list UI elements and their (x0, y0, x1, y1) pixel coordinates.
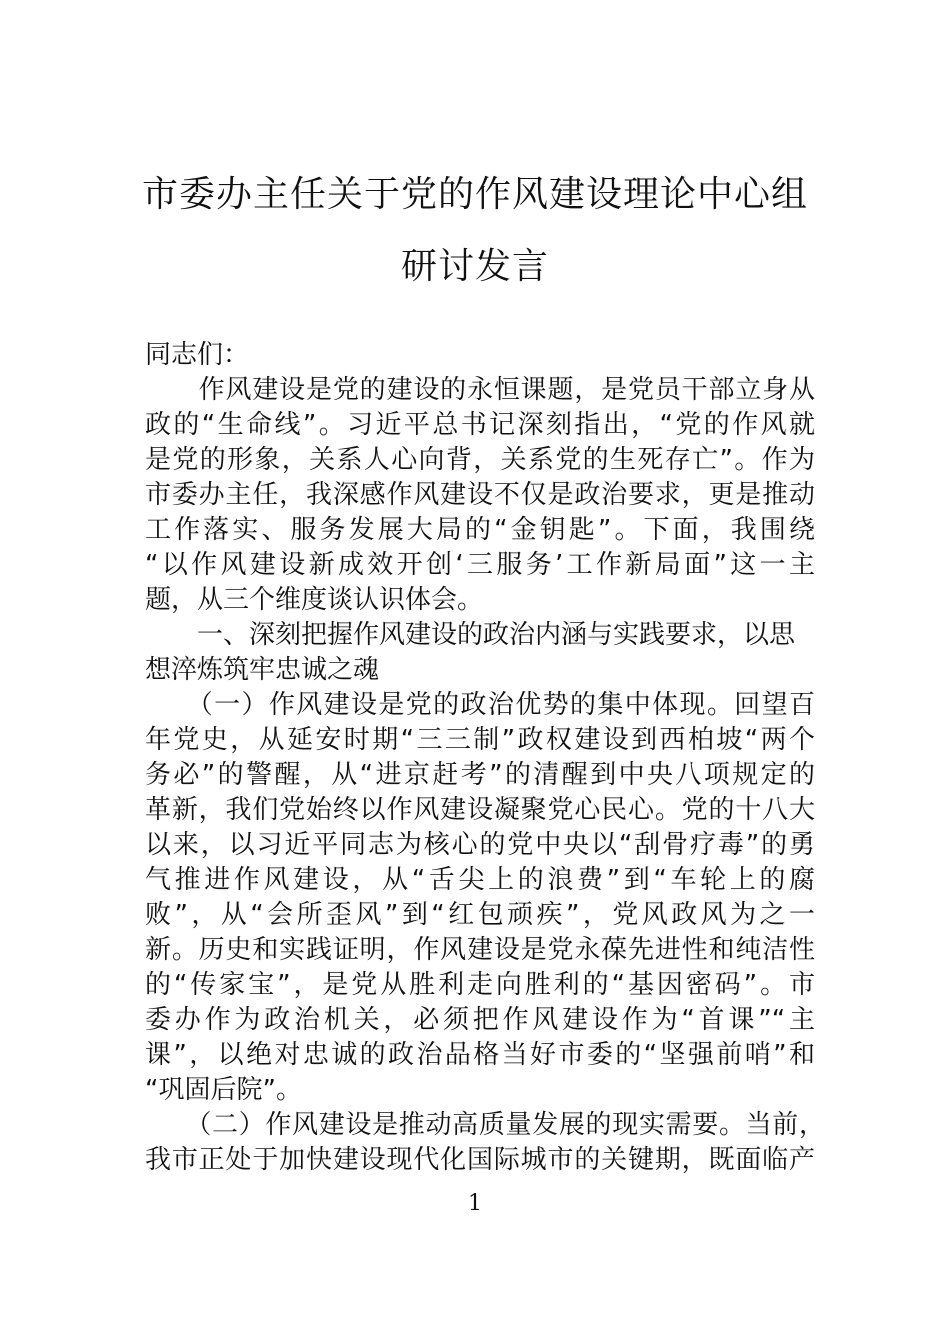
body-line: 市委办主任，我深感作风建设不仅是政治要求，更是推动 (145, 480, 815, 510)
document-title-line-2: 研讨发言 (400, 246, 549, 287)
body-line: 委办作为政治机关，必须把作风建设作为“首课”“主 (145, 1005, 815, 1035)
body-line: 年党史，从延安时期“三三制”政权建设到西柏坡“两个 (145, 725, 815, 755)
body-line: 以来，以习近平同志为核心的党中央以“刮骨疗毒”的勇 (145, 830, 815, 860)
body-line: “以作风建设新成效开创‘三服务’工作新局面”这一主 (145, 550, 815, 580)
page-number: 1 (468, 1191, 482, 1216)
body-line: 同志们： (145, 340, 250, 370)
body-line: （一）作风建设是党的政治优势的集中体现。回望百 (145, 690, 815, 720)
body-line: 作风建设是党的建设的永恒课题，是党员干部立身从 (145, 375, 815, 405)
body-line: 题，从三个维度谈认识体会。 (145, 585, 484, 615)
body-line: 新。历史和实践证明，作风建设是党永葆先进性和纯洁性 (145, 935, 815, 965)
body-line: 革新，我们党始终以作风建设凝聚党心民心。党的十八大 (145, 795, 815, 825)
body-line: 是党的形象，关系人心向背，关系党的生死存亡”。作为 (145, 445, 815, 475)
body-line: 我市正处于加快建设现代化国际城市的关键期，既面临产 (145, 1145, 815, 1175)
body-line: 课”，以绝对忠诚的政治品格当好市委的“坚强前哨”和 (145, 1040, 815, 1070)
body-line: 工作落实、服务发展大局的“金钥匙”。下面，我围绕 (145, 515, 815, 545)
document-title-line-1: 市委办主任关于党的作风建设理论中心组 (141, 174, 808, 215)
body-line: 的“传家宝”，是党从胜利走向胜利的“基因密码”。市 (145, 970, 815, 1000)
section-heading-line: 一、深刻把握作风建设的政治内涵与实践要求，以思 (145, 620, 796, 650)
document-body (145, 338, 825, 1178)
body-line: “巩固后院”。 (145, 1075, 302, 1105)
body-line: 务必”的警醒，从“进京赶考”的清醒到中央八项规定的 (145, 760, 815, 790)
body-line: 政的“生命线”。习近平总书记深刻指出，“党的作风就 (145, 410, 815, 440)
body-line: （二）作风建设是推动高质量发展的现实需要。当前， (145, 1110, 825, 1140)
body-line: 败”，从“会所歪风”到“红包顽疾”，党风政风为之一 (145, 900, 815, 930)
body-line: 气推进作风建设，从“舌尖上的浪费”到“车轮上的腐 (145, 865, 815, 895)
section-heading-line: 想淬炼筑牢忠诚之魂 (145, 655, 380, 685)
